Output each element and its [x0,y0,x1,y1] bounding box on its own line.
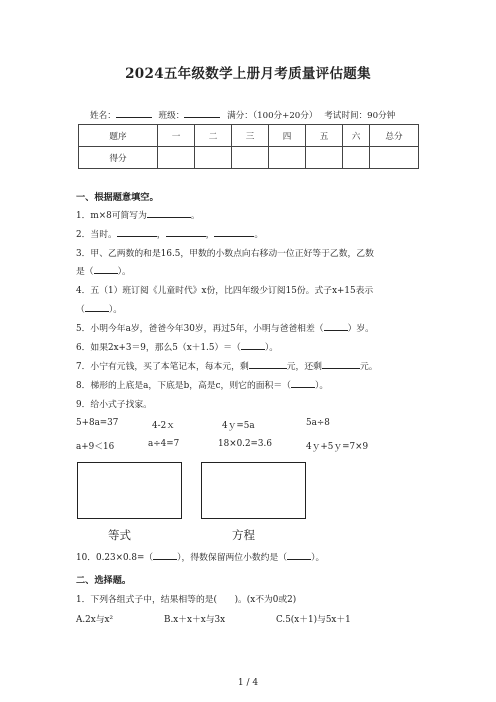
class-label: 班级： [158,111,185,121]
q7-mid: 元，还剩 [286,362,322,372]
choice-option-b[interactable]: B.x＋x＋x与3x [164,615,226,625]
q4-end: ）。 [108,305,123,315]
score-header-cell: 三 [232,125,269,147]
question-3-line2 [76,264,131,277]
score-cell[interactable] [195,147,232,169]
answer-blank[interactable] [324,321,348,331]
question-3-line1: 3．甲、乙两数的和是16.5，甲数的小数点向右移动一位正好等于乙数，乙数 [76,249,374,259]
full-score-text: 满分：（100分+20分） [227,111,318,121]
q5-text: 5．小明今年a岁，爸爸今年30岁，再过5年，小明与爸爸相差（ [76,324,324,334]
equation-box-label: 等式 [108,528,131,542]
answer-blank[interactable] [291,378,315,388]
question-4-line2 [76,302,122,315]
question-6 [76,340,278,353]
choice-option-c[interactable]: C.5(x＋1)与5x＋1 [276,615,351,625]
score-cell[interactable] [269,147,306,169]
score-row-label: 得分 [79,147,158,169]
q7-end: 元。 [359,362,378,372]
answer-blank[interactable] [166,227,206,237]
formula-box[interactable] [201,462,306,519]
expression-item[interactable]: 5+8a=37 [76,418,119,428]
section2-heading: 二、选择题。 [76,575,132,586]
expression-item[interactable]: 4ｙ+5ｙ=7×9 [306,442,369,452]
q1-end: 。 [190,211,200,221]
score-header-cell: 题序 [79,125,158,147]
q2-end: 。 [254,230,264,240]
score-header-cell: 总分 [370,125,419,147]
score-cell[interactable] [343,147,370,169]
q6-end: ）。 [264,343,279,353]
score-table-header-row [79,125,419,147]
score-cell[interactable] [306,147,343,169]
student-info-line [90,108,395,121]
exam-time-text: 考试时间：90分钟 [324,111,396,121]
q10-text: 10．0.23×0.8=（ [76,553,154,563]
answer-blank[interactable] [214,227,254,237]
question-10 [76,550,324,563]
answer-blank[interactable] [85,302,109,312]
expression-item[interactable]: a÷4=7 [148,439,180,449]
q8-end: ）。 [314,381,329,391]
q5-end: ）岁。 [347,324,374,334]
answer-blank[interactable] [117,227,157,237]
q10-mid: ），得数保留两位小数约是（ [177,553,288,563]
expression-item[interactable]: 4ｙ=5a [222,421,255,431]
choice-option-a[interactable]: A.2x与x² [76,615,113,625]
answer-blank[interactable] [249,359,287,369]
formula-box-label: 方程 [232,528,255,542]
equation-box[interactable] [77,462,182,519]
question-4-line1: 4．五（1）班订阅《儿童时代》x份，比四年级少订阅15份。式子x+15表示 [76,286,374,296]
section1-heading: 一、根据题意填空。 [76,192,159,203]
q3-end: ）。 [117,267,131,277]
q8-text: 8．梯形的上底是a，下底是b，高是c，则它的面积＝（ [76,381,291,391]
answer-blank[interactable] [94,264,118,274]
score-table [78,124,419,169]
q2-text: 2．当时。 [76,230,117,240]
page-title: 2024五年级数学上册月考质量评估题集 [125,66,371,82]
page-number: 1 / 4 [237,678,259,688]
choice-question-1: 1．下列各组式子中，结果相等的是( )。(x不为0或2) [76,595,297,605]
score-cell[interactable] [370,147,419,169]
score-header-cell: 四 [269,125,306,147]
score-header-cell: 五 [306,125,343,147]
name-label: 姓名： [90,111,116,121]
name-blank[interactable] [116,108,152,118]
answer-blank[interactable] [322,359,360,369]
q2-sep: ， [205,230,215,240]
score-cell[interactable] [232,147,269,169]
q6-text: 6．如果2x+3＝9，那么5（x＋1.5）＝（ [76,343,241,353]
expression-item[interactable]: 5a÷8 [306,418,330,428]
score-table-score-row [79,147,419,169]
question-8 [76,378,328,391]
answer-blank[interactable] [287,550,311,560]
score-header-cell: 一 [158,125,195,147]
answer-blank[interactable] [147,208,191,218]
question-5 [76,321,374,334]
expression-item[interactable]: 4-2ｘ [152,421,175,431]
q4-text: （ [76,305,85,315]
q10-end: ）。 [311,553,325,563]
q7-text: 7．小宁有元钱，买了本笔记本，每本元，剩 [76,362,249,372]
question-9: 9．给小式子找家。 [76,400,152,410]
q2-sep: ， [156,230,166,240]
class-blank[interactable] [184,108,220,118]
q3-text: 是（ [76,267,94,277]
expression-item[interactable]: a+9＜16 [76,442,115,452]
answer-blank[interactable] [153,550,177,560]
question-1 [76,208,200,221]
expression-item[interactable]: 18×0.2=3.6 [218,439,272,449]
score-header-cell: 六 [343,125,370,147]
q1-text: 1．m×8可简写为 [76,211,147,221]
answer-blank[interactable] [241,340,265,350]
question-7 [76,359,378,372]
question-2 [76,227,263,240]
score-header-cell: 二 [195,125,232,147]
score-cell[interactable] [158,147,195,169]
